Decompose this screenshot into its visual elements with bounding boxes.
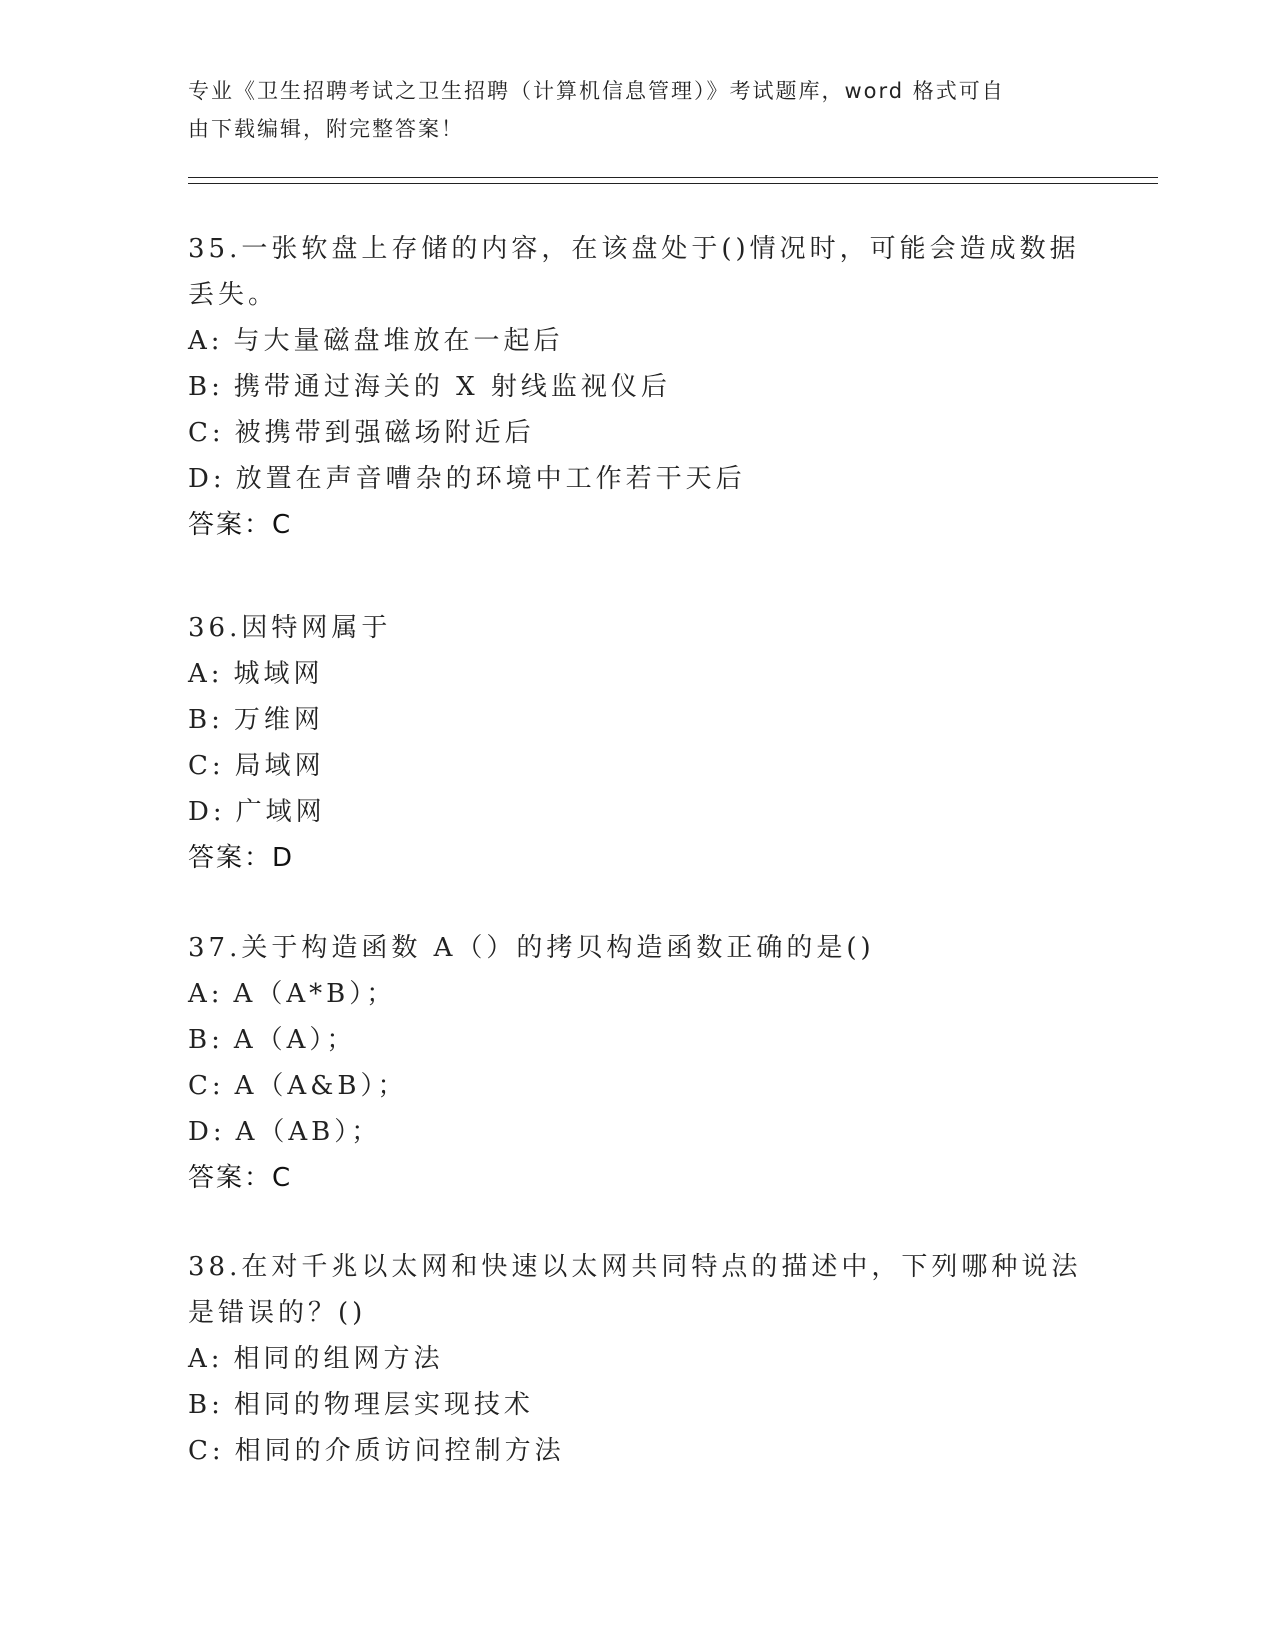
option-text: 放置在声音嘈杂的环境中工作若干天后	[235, 464, 746, 494]
option-c	[188, 410, 1088, 456]
option-b	[188, 364, 1088, 410]
document-header	[188, 72, 1088, 148]
option-a	[188, 1336, 1088, 1382]
option-text: 万维网	[233, 705, 324, 735]
option-key: A:	[188, 659, 224, 689]
option-key: A:	[188, 979, 224, 1009]
option-key: C:	[188, 418, 225, 448]
option-b	[188, 1017, 1088, 1063]
question-35	[188, 226, 1088, 548]
option-a	[188, 651, 1088, 697]
question-36	[188, 605, 1088, 881]
header-line-2: 由下载编辑，附完整答案！	[188, 117, 464, 141]
option-key: C:	[188, 1071, 225, 1101]
answer-line: 答案：C	[188, 1163, 293, 1193]
option-c	[188, 1428, 1088, 1474]
question-37	[188, 925, 1088, 1201]
option-c	[188, 1063, 1088, 1109]
question-stem: 36.因特网属于	[188, 613, 392, 643]
question-stem: 38.在对千兆以太网和快速以太网共同特点的描述中，下列哪种说法是错误的？()	[188, 1252, 1082, 1328]
option-a	[188, 971, 1088, 1017]
question-38	[188, 1244, 1088, 1474]
option-a	[188, 318, 1088, 364]
option-key: B:	[188, 372, 224, 402]
question-stem: 37.关于构造函数 A（）的拷贝构造函数正确的是()	[188, 933, 875, 963]
option-text: 与大量磁盘堆放在一起后	[233, 326, 564, 356]
option-key: A:	[188, 1344, 224, 1374]
option-text: 相同的物理层实现技术	[233, 1390, 534, 1420]
header-divider-top	[188, 177, 1158, 178]
option-key: D:	[188, 1117, 226, 1147]
option-text: 相同的组网方法	[233, 1344, 444, 1374]
answer-line: 答案：D	[188, 843, 295, 873]
option-text: 城域网	[233, 659, 324, 689]
option-c	[188, 743, 1088, 789]
option-d	[188, 1109, 1088, 1155]
option-d	[188, 456, 1088, 502]
header-line-1: 专业《卫生招聘考试之卫生招聘（计算机信息管理）》考试题库，word 格式可自	[188, 79, 1005, 103]
option-b	[188, 697, 1088, 743]
option-text: 广域网	[235, 797, 326, 827]
option-text: A（A）；	[233, 1025, 357, 1055]
option-key: C:	[188, 1436, 225, 1466]
option-key: D:	[188, 464, 226, 494]
option-text: A（AB）；	[235, 1117, 382, 1147]
answer-line: 答案：C	[188, 510, 293, 540]
option-key: B:	[188, 1390, 224, 1420]
option-key: B:	[188, 1025, 224, 1055]
option-text: A（A&B）；	[234, 1071, 408, 1101]
option-text: 相同的介质访问控制方法	[234, 1436, 565, 1466]
option-d	[188, 789, 1088, 835]
option-text: A（A*B）；	[233, 979, 397, 1009]
option-text: 局域网	[234, 751, 325, 781]
option-b	[188, 1382, 1088, 1428]
option-key: A:	[188, 326, 224, 356]
option-key: B:	[188, 705, 224, 735]
question-stem: 35.一张软盘上存储的内容，在该盘处于()情况时，可能会造成数据丢失。	[188, 234, 1080, 310]
option-text: 被携带到强磁场附近后	[234, 418, 535, 448]
option-key: D:	[188, 797, 226, 827]
header-divider-bottom	[188, 183, 1158, 184]
option-key: C:	[188, 751, 225, 781]
option-text: 携带通过海关的 X 射线监视仪后	[233, 372, 671, 402]
